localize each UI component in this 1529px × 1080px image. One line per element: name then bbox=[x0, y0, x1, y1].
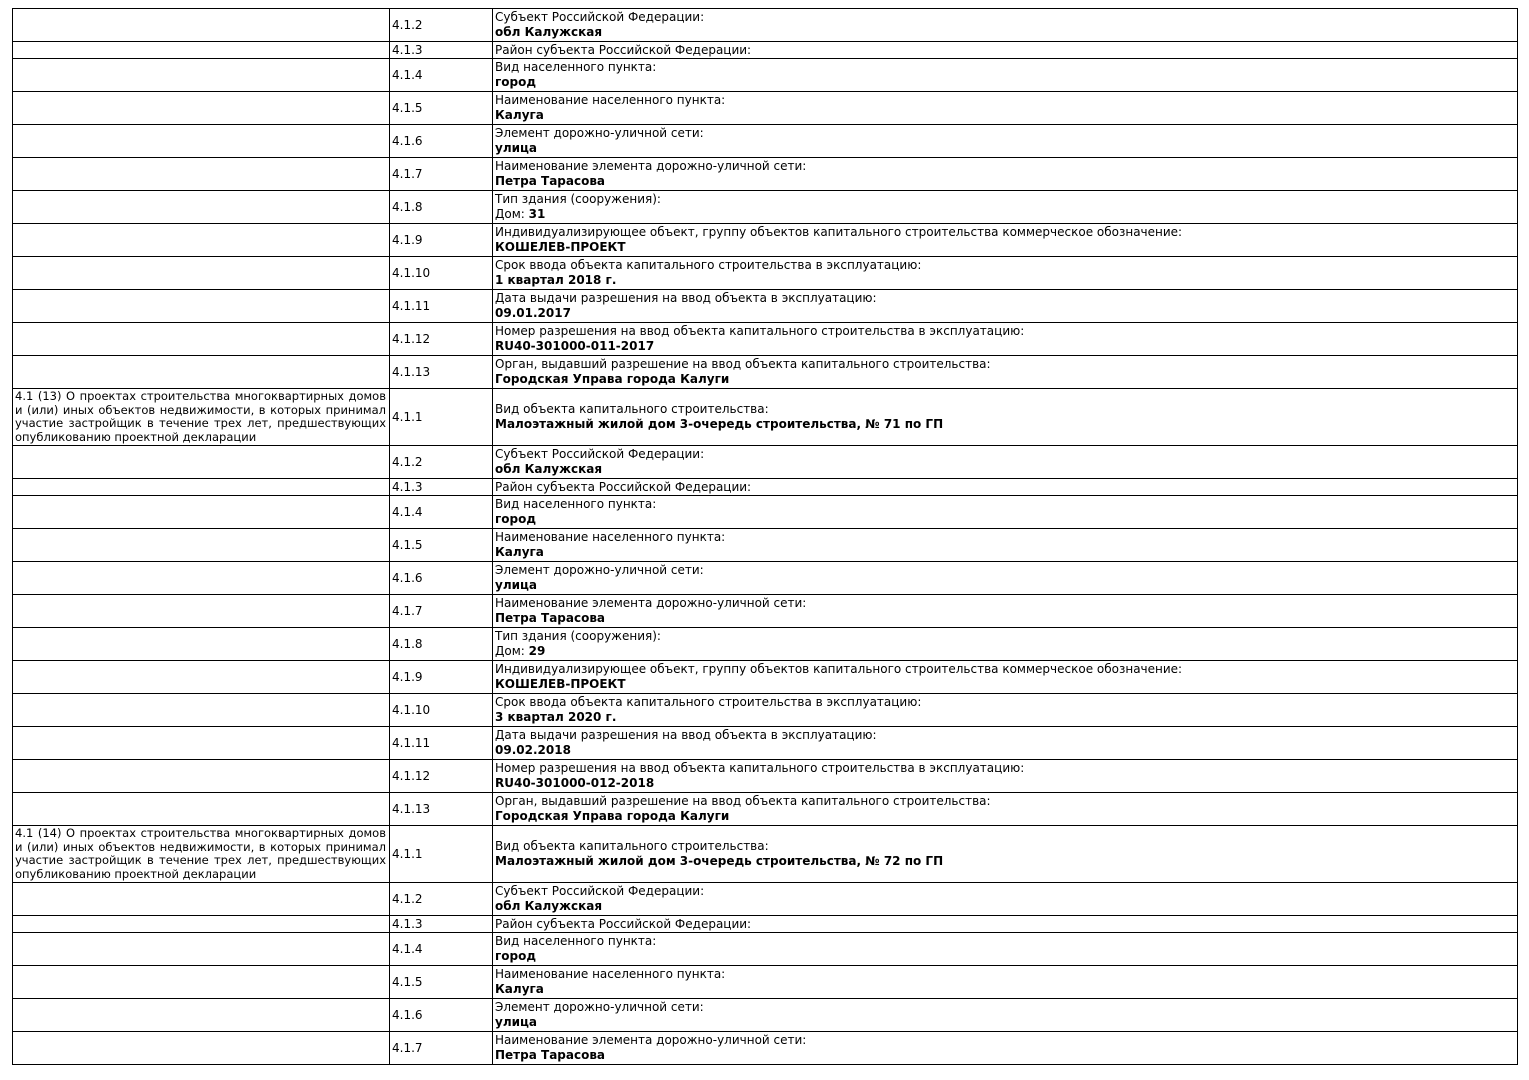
field-cell bbox=[493, 290, 1518, 323]
table-row bbox=[13, 356, 1518, 389]
row-number: 4.1.8 bbox=[390, 628, 493, 661]
field-cell bbox=[493, 933, 1518, 966]
row-number: 4.1.3 bbox=[390, 42, 493, 59]
field-value bbox=[495, 949, 1515, 964]
field-label: Наименование элемента дорожно-уличной сети: bbox=[495, 596, 807, 610]
table-row bbox=[13, 727, 1518, 760]
field-value-text: 1 квартал 2018 г. bbox=[495, 273, 617, 287]
table-row bbox=[13, 826, 1518, 883]
empty-cell bbox=[13, 760, 390, 793]
row-number: 4.1.2 bbox=[390, 9, 493, 42]
table-row bbox=[13, 661, 1518, 694]
table-row bbox=[13, 389, 1518, 446]
field-cell bbox=[493, 125, 1518, 158]
field-label: Район субъекта Российской Федерации: bbox=[495, 42, 752, 57]
project-declaration-table bbox=[12, 8, 1518, 1065]
row-number: 4.1.4 bbox=[390, 933, 493, 966]
row-number: 4.1.5 bbox=[390, 92, 493, 125]
field-value bbox=[495, 306, 1515, 321]
field-label: Элемент дорожно-уличной сети: bbox=[495, 126, 704, 140]
field-value-text: город bbox=[495, 949, 537, 963]
field-cell bbox=[493, 92, 1518, 125]
field-label: Индивидуализирующее объект, группу объектов капитального строительства коммерческое обозначение: bbox=[495, 662, 1183, 676]
field-label: Элемент дорожно-уличной сети: bbox=[495, 1000, 704, 1014]
field-value-text: обл Калужская bbox=[495, 899, 603, 913]
empty-cell bbox=[13, 529, 390, 562]
field-value-text: Городская Управа города Калуги bbox=[495, 372, 730, 386]
field-value-text: Калуга bbox=[495, 545, 544, 559]
empty-cell bbox=[13, 257, 390, 290]
field-value bbox=[495, 273, 1515, 288]
field-label: Вид населенного пункта: bbox=[495, 934, 657, 948]
field-label: Субъект Российской Федерации: bbox=[495, 447, 705, 461]
table-row bbox=[13, 125, 1518, 158]
field-value-text: улица bbox=[495, 141, 538, 155]
table-row bbox=[13, 628, 1518, 661]
field-cell bbox=[493, 479, 1518, 496]
field-value bbox=[495, 462, 1515, 477]
field-cell bbox=[493, 727, 1518, 760]
field-cell bbox=[493, 446, 1518, 479]
table-row bbox=[13, 760, 1518, 793]
row-number: 4.1.12 bbox=[390, 323, 493, 356]
field-value-text: город bbox=[495, 75, 537, 89]
field-cell bbox=[493, 826, 1518, 883]
field-label: Номер разрешения на ввод объекта капитального строительства в эксплуатацию: bbox=[495, 324, 1025, 338]
field-value bbox=[495, 207, 1515, 222]
field-cell bbox=[493, 966, 1518, 999]
field-value bbox=[495, 1048, 1515, 1063]
empty-cell bbox=[13, 661, 390, 694]
row-number: 4.1.3 bbox=[390, 479, 493, 496]
field-value-text: Малоэтажный жилой дом 3-очередь строительства, № 71 по ГП bbox=[495, 417, 944, 431]
empty-cell bbox=[13, 356, 390, 389]
field-cell bbox=[493, 59, 1518, 92]
table-row bbox=[13, 158, 1518, 191]
empty-cell bbox=[13, 323, 390, 356]
field-value-text: 09.01.2017 bbox=[495, 306, 571, 320]
empty-cell bbox=[13, 42, 390, 59]
empty-cell bbox=[13, 496, 390, 529]
field-value bbox=[495, 776, 1515, 791]
table-row bbox=[13, 479, 1518, 496]
field-cell bbox=[493, 389, 1518, 446]
row-number: 4.1.6 bbox=[390, 999, 493, 1032]
field-value bbox=[495, 710, 1515, 725]
section-description: 4.1 (14) О проектах строительства многоквартирных домов и (или) иных объектов недвижимости, в которых принимал участие застройщик в течение трех лет, предшествующих опубликованию проектной декларации bbox=[13, 826, 390, 883]
empty-cell bbox=[13, 595, 390, 628]
empty-cell bbox=[13, 933, 390, 966]
table-row bbox=[13, 529, 1518, 562]
empty-cell bbox=[13, 916, 390, 933]
field-cell bbox=[493, 1032, 1518, 1065]
row-number: 4.1.6 bbox=[390, 125, 493, 158]
field-label: Дата выдачи разрешения на ввод объекта в эксплуатацию: bbox=[495, 291, 877, 305]
field-value bbox=[495, 578, 1515, 593]
empty-cell bbox=[13, 883, 390, 916]
empty-cell bbox=[13, 59, 390, 92]
field-label: Наименование населенного пункта: bbox=[495, 93, 726, 107]
field-value-text: Малоэтажный жилой дом 3-очередь строительства, № 72 по ГП bbox=[495, 854, 944, 868]
field-value-prefix: Дом: bbox=[495, 644, 529, 658]
empty-cell bbox=[13, 966, 390, 999]
field-value-text: обл Калужская bbox=[495, 462, 603, 476]
field-label: Вид населенного пункта: bbox=[495, 60, 657, 74]
table-row bbox=[13, 916, 1518, 933]
empty-cell bbox=[13, 1032, 390, 1065]
field-value-text: обл Калужская bbox=[495, 25, 603, 39]
field-value-text: 3 квартал 2020 г. bbox=[495, 710, 617, 724]
field-label: Наименование элемента дорожно-уличной сети: bbox=[495, 1033, 807, 1047]
field-label: Дата выдачи разрешения на ввод объекта в эксплуатацию: bbox=[495, 728, 877, 742]
field-cell bbox=[493, 916, 1518, 933]
table-row bbox=[13, 59, 1518, 92]
table-row bbox=[13, 793, 1518, 826]
empty-cell bbox=[13, 125, 390, 158]
field-label: Наименование элемента дорожно-уличной сети: bbox=[495, 159, 807, 173]
field-value-text: Петра Тарасова bbox=[495, 1048, 606, 1062]
field-value-text: КОШЕЛЕВ-ПРОЕКТ bbox=[495, 240, 626, 254]
table-row bbox=[13, 595, 1518, 628]
field-label: Наименование населенного пункта: bbox=[495, 530, 726, 544]
table-row bbox=[13, 1032, 1518, 1065]
field-value-text: 31 bbox=[528, 207, 546, 221]
field-value bbox=[495, 545, 1515, 560]
field-cell bbox=[493, 496, 1518, 529]
table-row bbox=[13, 446, 1518, 479]
row-number: 4.1.10 bbox=[390, 257, 493, 290]
row-number: 4.1.2 bbox=[390, 446, 493, 479]
table-row bbox=[13, 257, 1518, 290]
section-description: 4.1 (13) О проектах строительства многоквартирных домов и (или) иных объектов недвижимости, в которых принимал участие застройщик в течение трех лет, предшествующих опубликованию проектной декларации bbox=[13, 389, 390, 446]
row-number: 4.1.5 bbox=[390, 529, 493, 562]
row-number: 4.1.10 bbox=[390, 694, 493, 727]
field-cell bbox=[493, 42, 1518, 59]
field-value-prefix: Дом: bbox=[495, 207, 529, 221]
table-row bbox=[13, 191, 1518, 224]
field-value bbox=[495, 743, 1515, 758]
field-value bbox=[495, 611, 1515, 626]
field-value bbox=[495, 417, 1515, 432]
field-value-text: Городская Управа города Калуги bbox=[495, 809, 730, 823]
empty-cell bbox=[13, 191, 390, 224]
field-label: Индивидуализирующее объект, группу объектов капитального строительства коммерческое обозначение: bbox=[495, 225, 1183, 239]
table-row bbox=[13, 92, 1518, 125]
table-row bbox=[13, 694, 1518, 727]
field-cell bbox=[493, 628, 1518, 661]
field-value-text: RU40-301000-012-2018 bbox=[495, 776, 655, 790]
row-number: 4.1.13 bbox=[390, 356, 493, 389]
field-cell bbox=[493, 323, 1518, 356]
empty-cell bbox=[13, 628, 390, 661]
table-row bbox=[13, 290, 1518, 323]
row-number: 4.1.12 bbox=[390, 760, 493, 793]
field-cell bbox=[493, 793, 1518, 826]
table-row bbox=[13, 496, 1518, 529]
row-number: 4.1.1 bbox=[390, 389, 493, 446]
field-value bbox=[495, 854, 1515, 869]
field-value-text: улица bbox=[495, 578, 538, 592]
field-cell bbox=[493, 595, 1518, 628]
row-number: 4.1.7 bbox=[390, 158, 493, 191]
field-cell bbox=[493, 356, 1518, 389]
field-value-text: улица bbox=[495, 1015, 538, 1029]
field-cell bbox=[493, 694, 1518, 727]
field-label: Срок ввода объекта капитального строительства в эксплуатацию: bbox=[495, 258, 922, 272]
row-number: 4.1.4 bbox=[390, 496, 493, 529]
field-label: Вид объекта капитального строительства: bbox=[495, 402, 769, 416]
field-cell bbox=[493, 999, 1518, 1032]
field-label: Орган, выдавший разрешение на ввод объекта капитального строительства: bbox=[495, 794, 991, 808]
field-cell bbox=[493, 224, 1518, 257]
empty-cell bbox=[13, 158, 390, 191]
table-row bbox=[13, 9, 1518, 42]
field-cell bbox=[493, 191, 1518, 224]
field-cell bbox=[493, 257, 1518, 290]
field-label: Район субъекта Российской Федерации: bbox=[495, 479, 752, 494]
field-label: Вид объекта капитального строительства: bbox=[495, 839, 769, 853]
empty-cell bbox=[13, 9, 390, 42]
row-number: 4.1.11 bbox=[390, 290, 493, 323]
table-row bbox=[13, 966, 1518, 999]
empty-cell bbox=[13, 446, 390, 479]
field-value-text: 09.02.2018 bbox=[495, 743, 571, 757]
field-value bbox=[495, 141, 1515, 156]
field-value bbox=[495, 240, 1515, 255]
row-number: 4.1.7 bbox=[390, 595, 493, 628]
row-number: 4.1.8 bbox=[390, 191, 493, 224]
table-row bbox=[13, 42, 1518, 59]
field-value bbox=[495, 644, 1515, 659]
row-number: 4.1.9 bbox=[390, 661, 493, 694]
row-number: 4.1.2 bbox=[390, 883, 493, 916]
field-value-text: 29 bbox=[528, 644, 546, 658]
table-row bbox=[13, 933, 1518, 966]
row-number: 4.1.7 bbox=[390, 1032, 493, 1065]
row-number: 4.1.6 bbox=[390, 562, 493, 595]
empty-cell bbox=[13, 793, 390, 826]
table-body bbox=[13, 9, 1518, 1065]
row-number: 4.1.3 bbox=[390, 916, 493, 933]
field-value-text: RU40-301000-011-2017 bbox=[495, 339, 655, 353]
field-cell bbox=[493, 760, 1518, 793]
field-value bbox=[495, 512, 1515, 527]
row-number: 4.1.4 bbox=[390, 59, 493, 92]
field-label: Элемент дорожно-уличной сети: bbox=[495, 563, 704, 577]
field-label: Орган, выдавший разрешение на ввод объекта капитального строительства: bbox=[495, 357, 991, 371]
row-number: 4.1.13 bbox=[390, 793, 493, 826]
row-number: 4.1.5 bbox=[390, 966, 493, 999]
field-value bbox=[495, 809, 1515, 824]
field-label: Вид населенного пункта: bbox=[495, 497, 657, 511]
row-number: 4.1.11 bbox=[390, 727, 493, 760]
table-row bbox=[13, 224, 1518, 257]
field-cell bbox=[493, 158, 1518, 191]
field-label: Район субъекта Российской Федерации: bbox=[495, 916, 752, 931]
empty-cell bbox=[13, 290, 390, 323]
field-value bbox=[495, 25, 1515, 40]
field-cell bbox=[493, 883, 1518, 916]
field-value-text: Калуга bbox=[495, 108, 544, 122]
empty-cell bbox=[13, 562, 390, 595]
field-value-text: Петра Тарасова bbox=[495, 174, 606, 188]
field-cell bbox=[493, 9, 1518, 42]
empty-cell bbox=[13, 479, 390, 496]
field-value-text: Калуга bbox=[495, 982, 544, 996]
field-value bbox=[495, 108, 1515, 123]
field-label: Срок ввода объекта капитального строительства в эксплуатацию: bbox=[495, 695, 922, 709]
field-label: Тип здания (сооружения): bbox=[495, 192, 661, 206]
field-value bbox=[495, 339, 1515, 354]
field-value bbox=[495, 174, 1515, 189]
table-row bbox=[13, 562, 1518, 595]
field-value-text: Петра Тарасова bbox=[495, 611, 606, 625]
field-cell bbox=[493, 529, 1518, 562]
field-value-text: город bbox=[495, 512, 537, 526]
empty-cell bbox=[13, 694, 390, 727]
row-number: 4.1.1 bbox=[390, 826, 493, 883]
field-value-text: КОШЕЛЕВ-ПРОЕКТ bbox=[495, 677, 626, 691]
field-value bbox=[495, 372, 1515, 387]
field-label: Субъект Российской Федерации: bbox=[495, 10, 705, 24]
field-label: Тип здания (сооружения): bbox=[495, 629, 661, 643]
field-value bbox=[495, 677, 1515, 692]
empty-cell bbox=[13, 727, 390, 760]
field-value bbox=[495, 1015, 1515, 1030]
field-label: Субъект Российской Федерации: bbox=[495, 884, 705, 898]
empty-cell bbox=[13, 224, 390, 257]
field-value bbox=[495, 982, 1515, 997]
table-row bbox=[13, 323, 1518, 356]
field-cell bbox=[493, 562, 1518, 595]
field-label: Наименование населенного пункта: bbox=[495, 967, 726, 981]
field-value bbox=[495, 899, 1515, 914]
field-value bbox=[495, 75, 1515, 90]
field-cell bbox=[493, 661, 1518, 694]
field-label: Номер разрешения на ввод объекта капитального строительства в эксплуатацию: bbox=[495, 761, 1025, 775]
empty-cell bbox=[13, 92, 390, 125]
empty-cell bbox=[13, 999, 390, 1032]
table-row bbox=[13, 999, 1518, 1032]
row-number: 4.1.9 bbox=[390, 224, 493, 257]
table-row bbox=[13, 883, 1518, 916]
